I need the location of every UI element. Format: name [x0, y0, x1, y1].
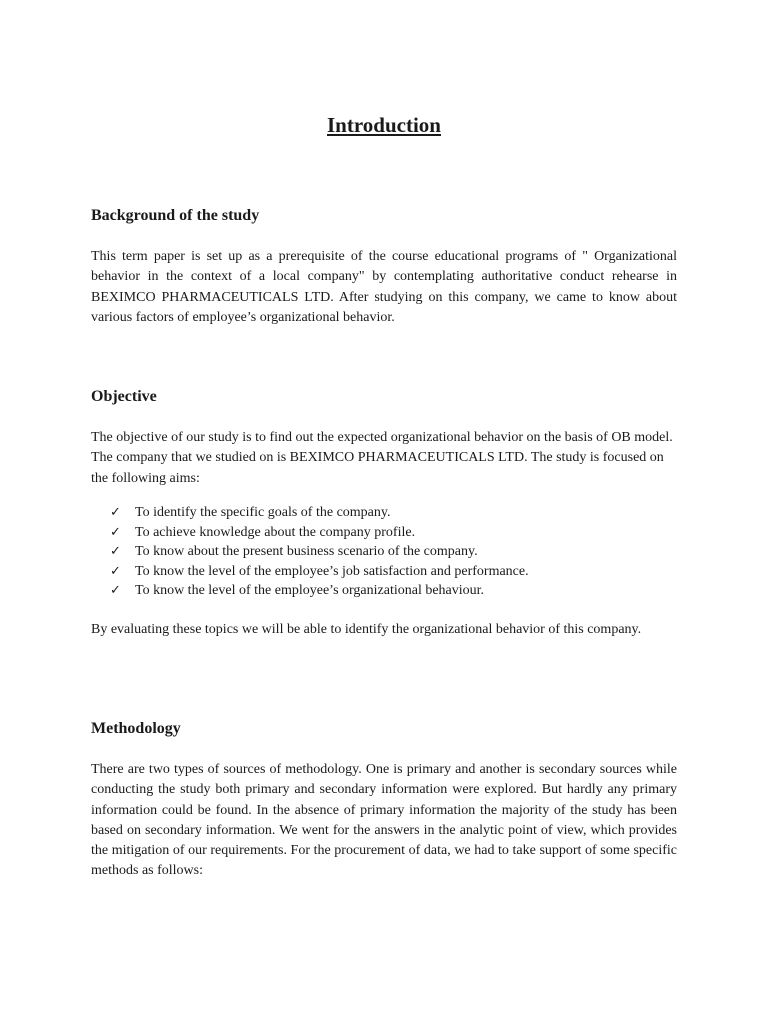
aims-list — [110, 503, 529, 601]
list-item — [110, 523, 529, 543]
aim-text: To know the level of the employee’s job satisfaction and performance. — [135, 563, 529, 579]
list-item — [110, 503, 529, 523]
aim-text: To identify the specific goals of the company. — [135, 505, 391, 520]
background-heading: Background of the study — [91, 207, 260, 224]
background-paragraph: This term paper is set up as a prerequisite of the course educational programs of " Organizational behavior in the context of a local company" by contemplating authoritative conduct rehearse in BEXIMCO PHARMACEUTICALS LTD. After studying on this company, we came to know about various factors of employee’s organizational behavior. — [91, 249, 677, 325]
aim-text: To know about the present business scenario of the company. — [135, 544, 478, 559]
list-item — [110, 542, 529, 562]
checkmark-icon: ✓ — [110, 544, 121, 559]
list-item — [110, 562, 529, 582]
aim-text: To achieve knowledge about the company profile. — [135, 524, 416, 540]
objective-heading: Objective — [91, 388, 157, 405]
methodology-heading: Methodology — [91, 720, 181, 737]
checkmark-icon: ✓ — [110, 524, 121, 540]
checkmark-icon: ✓ — [110, 583, 121, 598]
objective-closing-paragraph: By evaluating these topics we will be able to identify the organizational behavior of this company. — [91, 622, 642, 637]
methodology-paragraph: There are two types of sources of methodology. One is primary and another is secondary sources while conducting the study both primary and secondary information were explored. But hardly any primary information could be found. In the absence of primary information the majority of the study has been based on secondary information. We went for the answers in the analytic point of view, which provides the mitigation of our requirements. For the procurement of data, we had to take support of some specific methods as follows: — [91, 762, 677, 879]
list-item — [110, 581, 529, 601]
aim-text: To know the level of the employee’s organizational behaviour. — [135, 583, 485, 598]
objective-paragraph: The objective of our study is to find out the expected organizational behavior on the basis of OB model. The company that we studied on is BEXIMCO PHARMACEUTICALS LTD. The study is focused on the following aims: — [91, 430, 673, 486]
checkmark-icon: ✓ — [110, 563, 121, 579]
checkmark-icon: ✓ — [110, 505, 121, 520]
page-title: Introduction — [327, 113, 441, 137]
